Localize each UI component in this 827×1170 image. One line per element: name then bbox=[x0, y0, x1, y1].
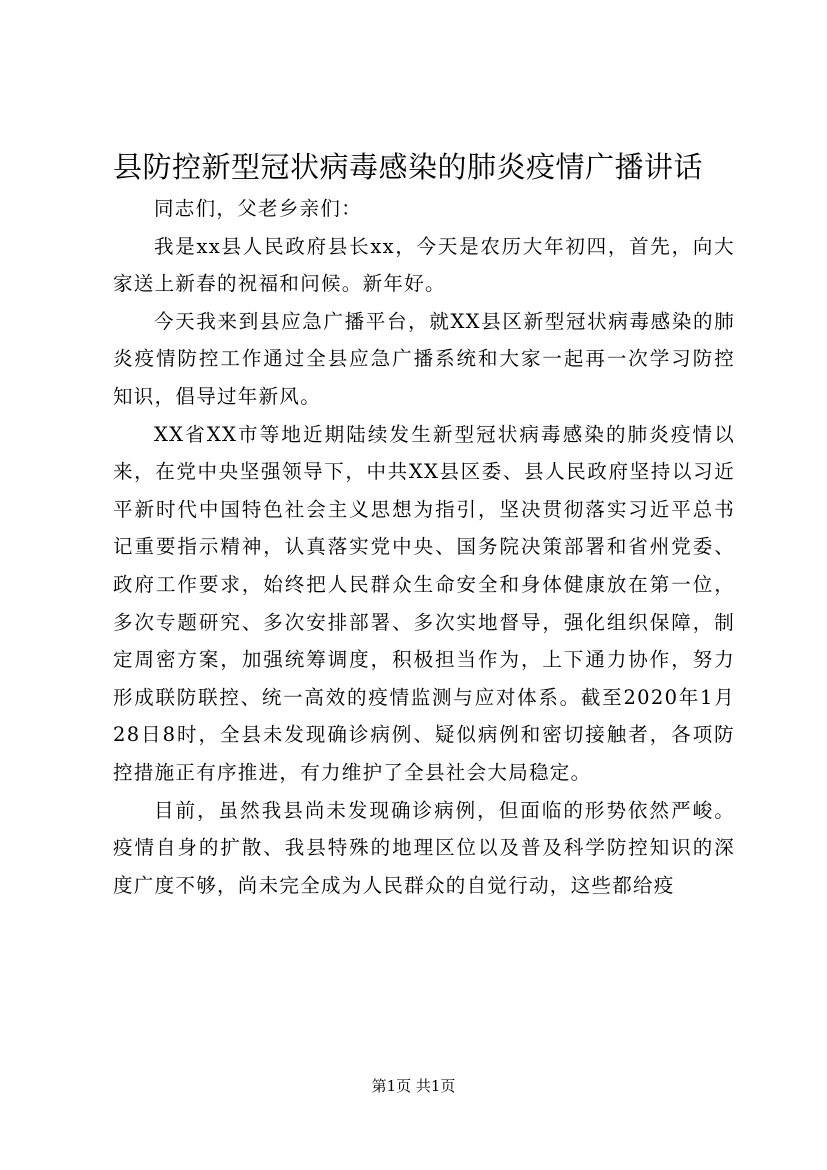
paragraph-situation: XX省XX市等地近期陆续发生新型冠状病毒感染的肺炎疫情以来，在党中央坚强领导下，中共XX县区委、县人民政府坚持以习近平新时代中国特色社会主义思想为指引，坚决贯彻落实习近平总书记重要指示精神，认真落实党中央、国务院决策部署和省州党委、政府工作要求，始终把人民群众生命安全和身体健康放在第一位，多次专题研究、多次安排部署、多次实地督导，强化组织保障，制定周密方案，加强统筹调度，积极担当作为，上下通力协作，努力形成联防联控、统一高效的疫情监测与应对体系。截至2020年1月28日8时，全县未发现确诊病例、疑似病例和密切接触者，各项防控措施正有序推进，有力维护了全县社会大局稳定。 bbox=[113, 422, 735, 784]
document-title: 县防控新型冠状病毒感染的肺炎疫情广播讲话 bbox=[113, 150, 704, 184]
greeting-paragraph: 同志们，父老乡亲们： bbox=[154, 197, 363, 220]
document-body bbox=[113, 190, 735, 904]
paragraph-intro: 我是xx县人民政府县长xx，今天是农历大年初四，首先，向大家送上新春的祝福和问候。新年好。 bbox=[113, 234, 735, 296]
paragraph-current: 目前，虽然我县尚未发现确诊病例，但面临的形势依然严峻。疫情自身的扩散、我县特殊的地理区位以及普及科学防控知识的深度广度不够，尚未完全成为人民群众的自觉行动，这些都给疫 bbox=[113, 798, 735, 897]
page-footer: 第1页 共1页 bbox=[371, 1077, 456, 1095]
paragraph-platform: 今天我来到县应急广播平台，就XX县区新型冠状病毒感染的肺炎疫情防控工作通过全县应急广播系统和大家一起再一次学习防控知识，倡导过年新风。 bbox=[113, 309, 735, 408]
